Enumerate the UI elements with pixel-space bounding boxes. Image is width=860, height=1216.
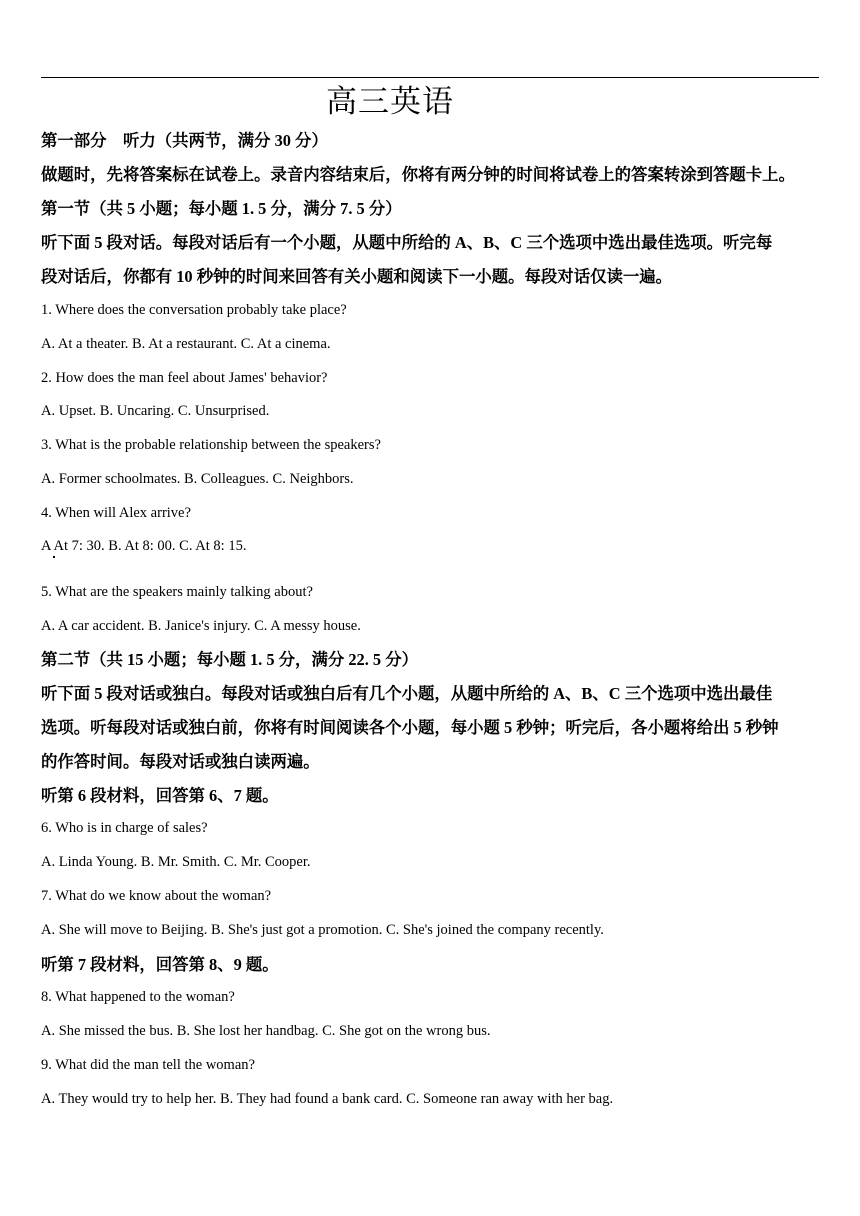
material-6-heading: 听第 6 段材料，回答第 6、7 题。 xyxy=(41,786,279,805)
section-one-instruction: 听下面 5 段对话。每段对话后有一个小题，从题中所给的 A、B、C 三个选项中选出最佳选项。听完每 xyxy=(41,233,773,252)
question-4: 4. When will Alex arrive? xyxy=(41,505,191,521)
options-8: A. She missed the bus. B. She lost her handbag. C. She got on the wrong bus. xyxy=(41,1023,491,1039)
question-6: 6. Who is in charge of sales? xyxy=(41,820,208,836)
options-7: A. She will move to Beijing. B. She's just got a promotion. C. She's joined the company recently. xyxy=(41,922,604,938)
options-5: A. A car accident. B. Janice's injury. C. A messy house. xyxy=(41,618,361,634)
options-4: A At 7: 30. B. At 8: 00. C. At 8: 15. xyxy=(41,538,247,554)
options-3: A. Former schoolmates. B. Colleagues. C. Neighbors. xyxy=(41,471,354,487)
section-two-instruction: 听下面 5 段对话或独白。每段对话或独白后有几个小题，从题中所给的 A、B、C 三个选项中选出最佳 xyxy=(41,684,773,703)
options-9: A. They would try to help her. B. They had found a bank card. C. Someone ran away with her bag. xyxy=(41,1091,614,1107)
section-one-instruction-cont: 段对话后，你都有 10 秒钟的时间来回答有关小题和阅读下一小题。每段对话仅读一遍。 xyxy=(41,267,673,286)
question-9: 9. What did the man tell the woman? xyxy=(41,1057,255,1073)
options-2: A. Upset. B. Uncaring. C. Unsurprised. xyxy=(41,403,270,419)
options-1: A. At a theater. B. At a restaurant. C. At a cinema. xyxy=(41,336,331,352)
question-7: 7. What do we know about the woman? xyxy=(41,888,272,904)
section-two-heading: 第二节（共 15 小题；每小题 1. 5 分，满分 22. 5 分） xyxy=(41,650,418,669)
question-3: 3. What is the probable relationship between the speakers? xyxy=(41,437,381,453)
options-6: A. Linda Young. B. Mr. Smith. C. Mr. Cooper. xyxy=(41,854,311,870)
stray-dot-mark xyxy=(53,556,55,558)
section-one-heading: 第一节（共 5 小题；每小题 1. 5 分，满分 7. 5 分） xyxy=(41,199,402,218)
question-2: 2. How does the man feel about James' behavior? xyxy=(41,370,328,386)
instruction-text: 做题时，先将答案标在试卷上。录音内容结束后，你将有两分钟的时间将试卷上的答案转涂到答题卡上。 xyxy=(41,165,795,184)
page-title: 高三英语 xyxy=(326,84,454,119)
question-1: 1. Where does the conversation probably take place? xyxy=(41,302,347,318)
material-7-heading: 听第 7 段材料，回答第 8、9 题。 xyxy=(41,955,279,974)
part-one-heading: 第一部分 听力（共两节，满分 30 分） xyxy=(41,131,328,150)
section-two-instruction-end: 的作答时间。每段对话或独白读两遍。 xyxy=(41,752,320,771)
question-8: 8. What happened to the woman? xyxy=(41,989,235,1005)
section-two-instruction-cont: 选项。听每段对话或独白前，你将有时间阅读各个小题，每小题 5 秒钟；听完后，各小题将给出 5 秒钟 xyxy=(41,718,779,737)
question-5: 5. What are the speakers mainly talking about? xyxy=(41,584,313,600)
header-rule xyxy=(41,77,819,78)
